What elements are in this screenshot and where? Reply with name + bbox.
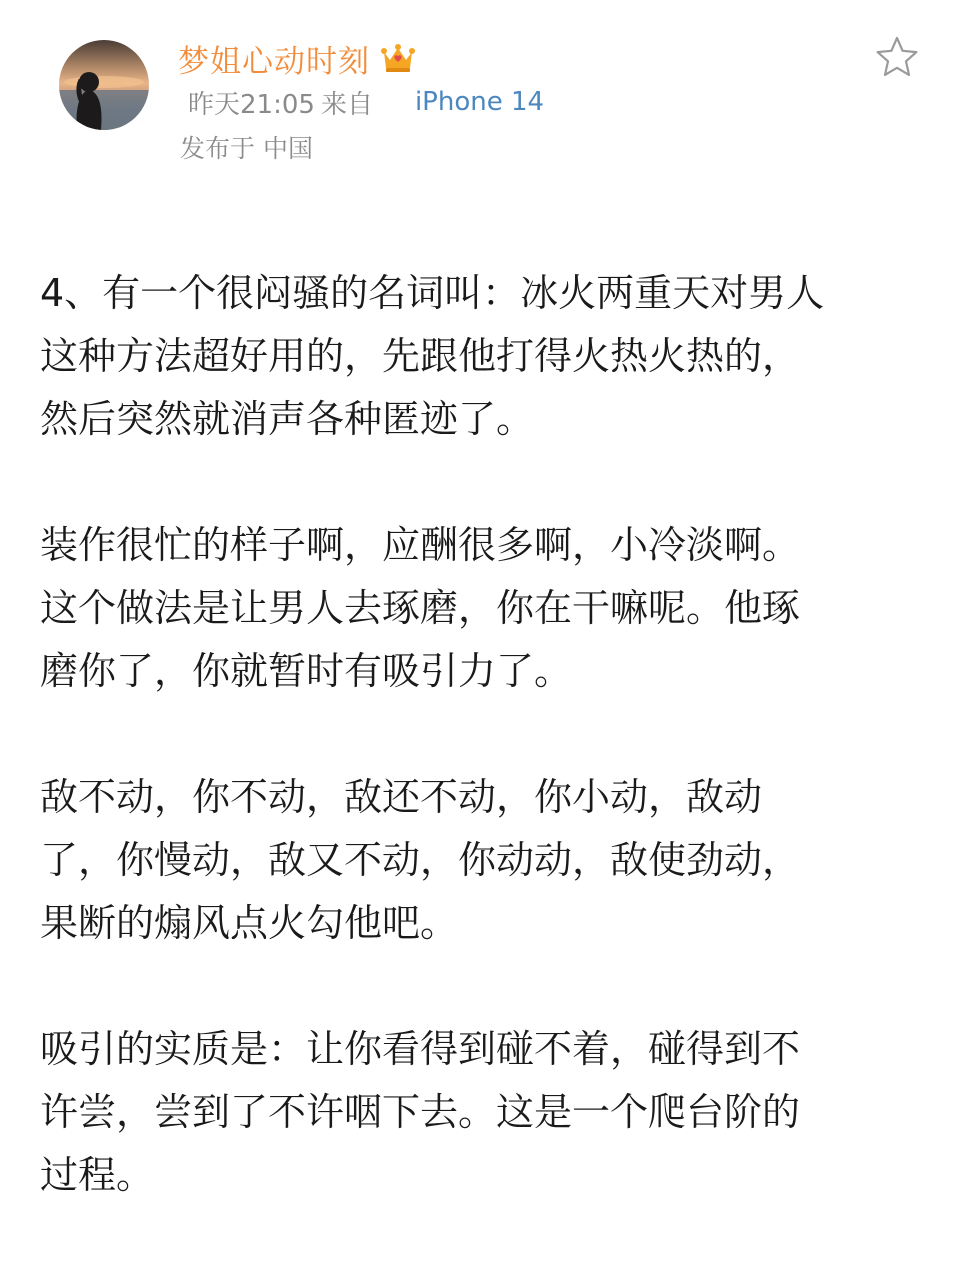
source-label: 来自: [320, 89, 373, 120]
paragraph-4: 吸引的实质是：让你看得到碰不着，碰得到不 许尝，尝到了不许咽下去。这是一个爬台阶的 过程。: [40, 1027, 801, 1197]
paragraph-2: 装作很忙的样子啊，应酬很多啊，小冷淡啊。 这个做法是让男人去琢磨，你在干嘛呢。他琢 磨你了，你就暂时有吸引力了。: [40, 523, 801, 693]
location: 发布于 中国: [180, 134, 313, 163]
device-link[interactable]: iPhone 14: [414, 87, 545, 117]
meta-row: [188, 82, 544, 122]
avatar[interactable]: [59, 40, 149, 130]
crown-icon: [380, 42, 416, 74]
username[interactable]: 梦姐心动时刻: [178, 43, 370, 80]
paragraph-3: 敌不动，你不动，敌还不动，你小动，敌动 了，你慢动，敌又不动，你动动，敌使劲动， 果断的煽风点火勾他吧。: [40, 775, 801, 945]
paragraph-1: 4、有一个很闷骚的名词叫：冰火两重天对男人 这种方法超好用的，先跟他打得火热火热的， 然后突然就消声各种匿迹了。: [40, 271, 825, 441]
post-header: [0, 0, 960, 200]
post-body: [40, 262, 920, 1270]
post-time: 昨天21:05: [188, 89, 315, 120]
username-row: [178, 36, 416, 80]
avatar-image: [59, 40, 149, 130]
star-icon[interactable]: [874, 34, 920, 80]
